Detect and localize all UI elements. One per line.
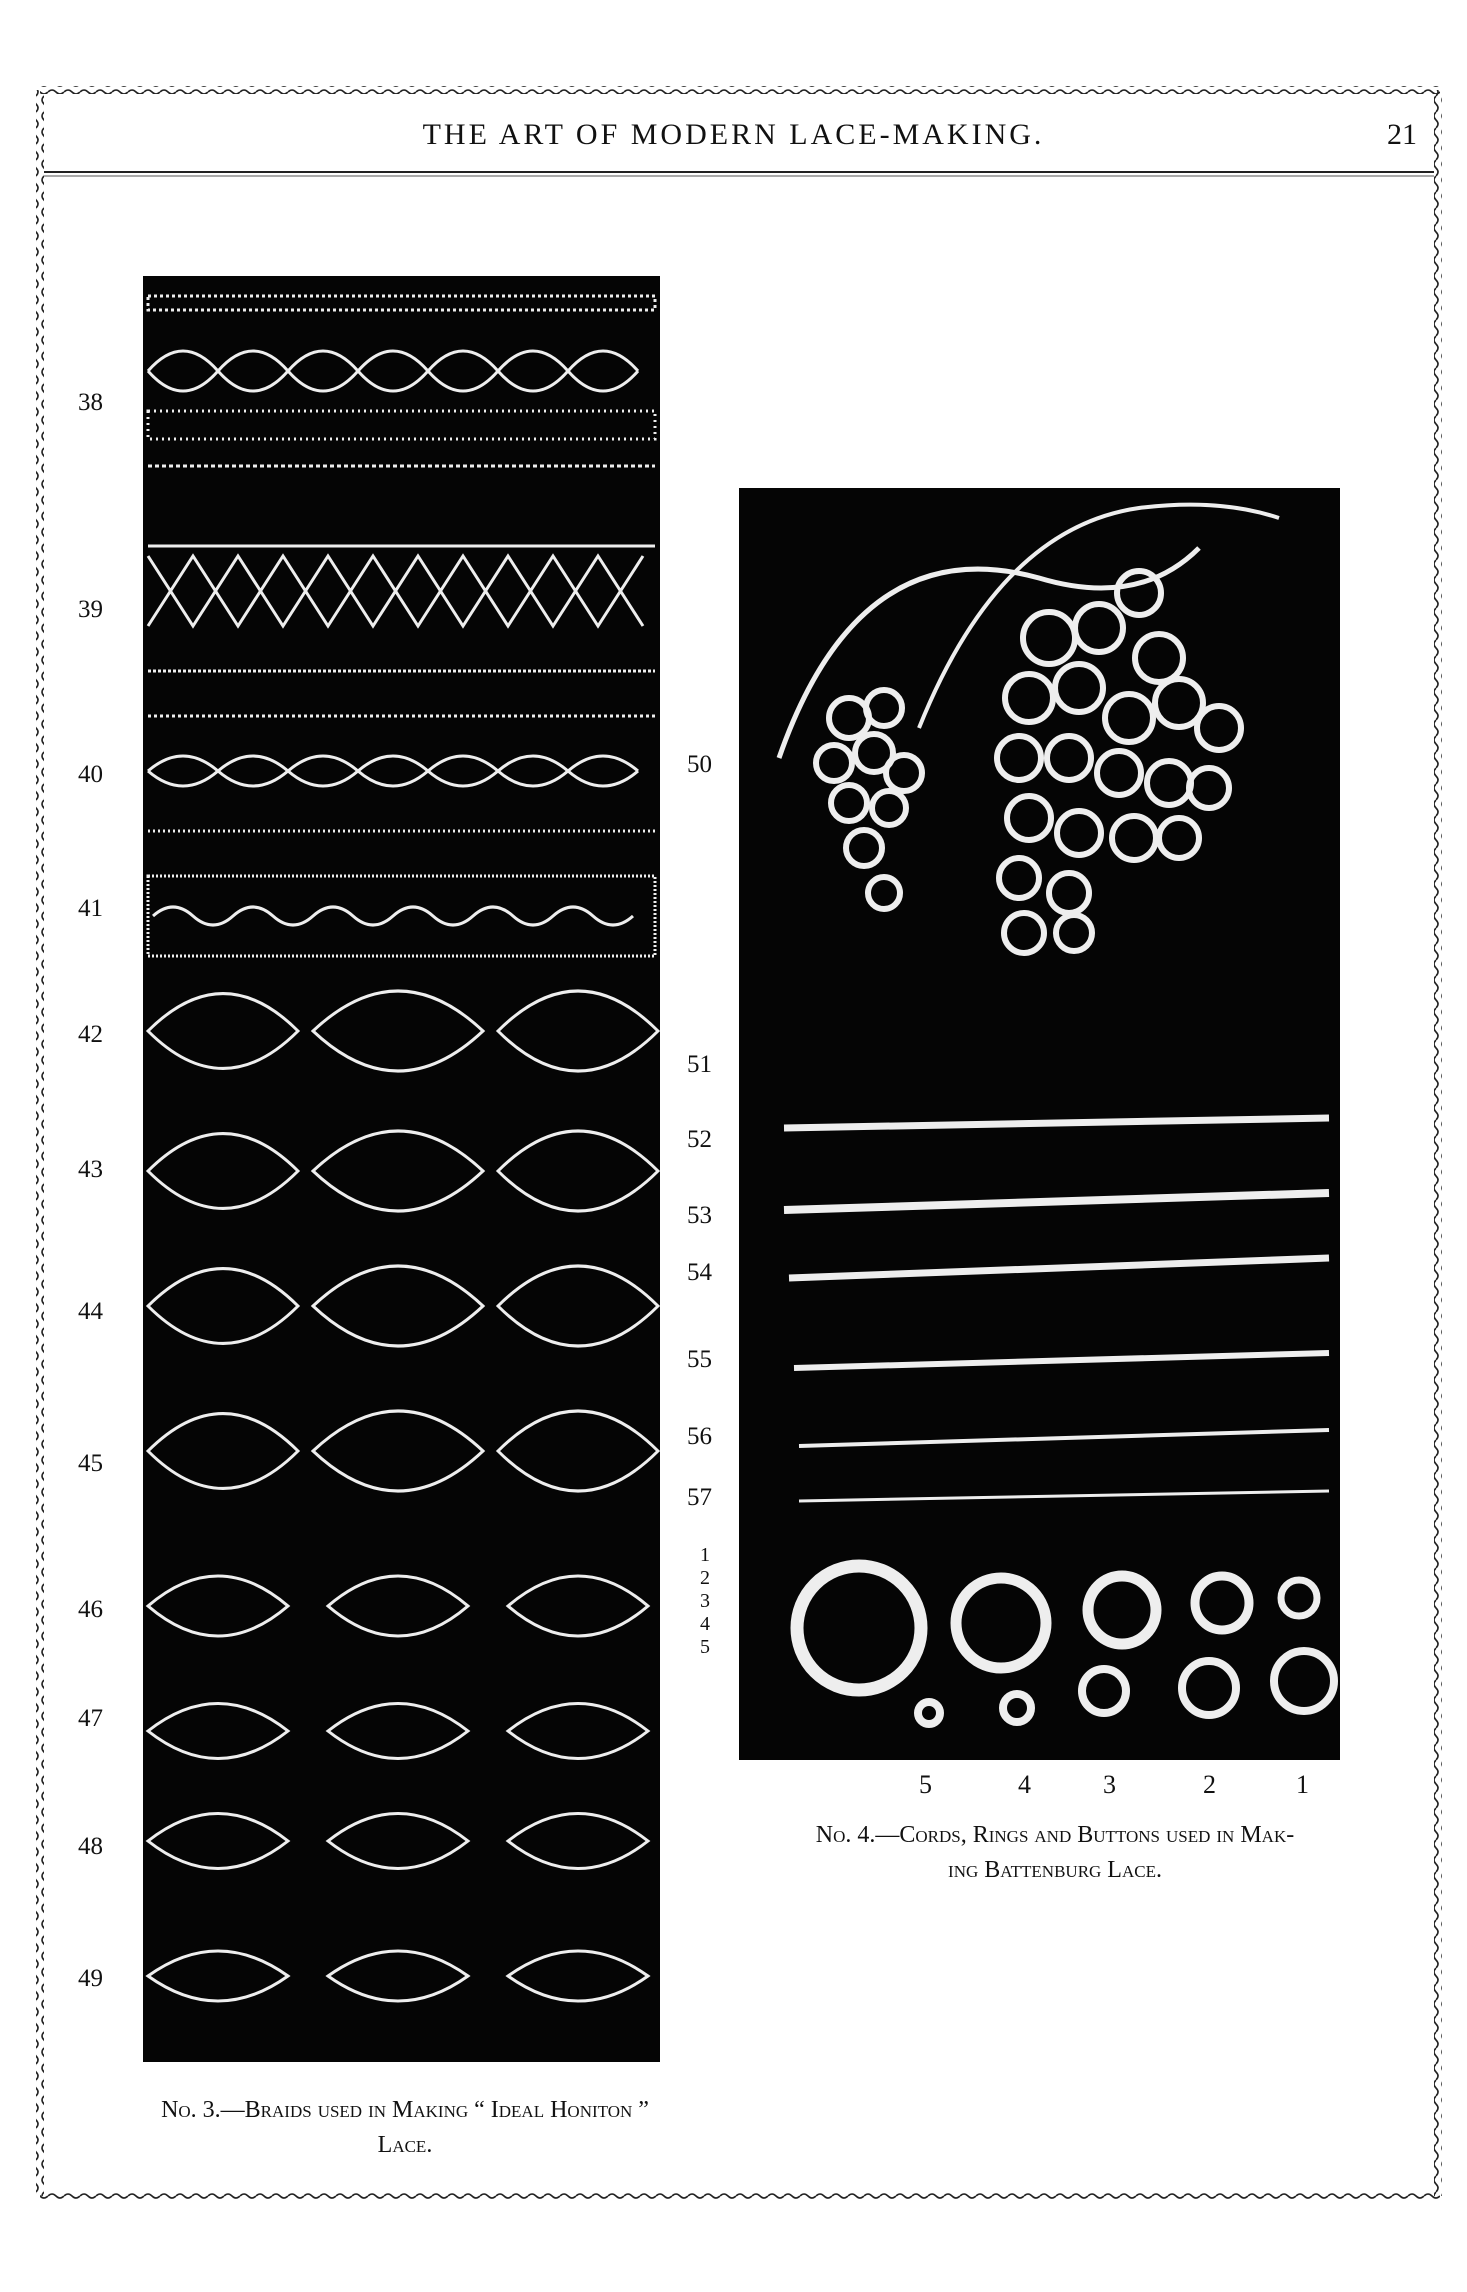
cord-number: 52 bbox=[687, 1126, 712, 1153]
braid-number: 45 bbox=[78, 1450, 103, 1477]
braid-number: 46 bbox=[78, 1596, 103, 1623]
cords-caption bbox=[735, 1818, 1375, 1888]
cords-illustration bbox=[739, 488, 1340, 1760]
button-size-label: 2 bbox=[1203, 1770, 1216, 1799]
cord-number: 55 bbox=[687, 1346, 712, 1373]
cord-number: 54 bbox=[687, 1259, 712, 1286]
ring-number: 5 bbox=[700, 1636, 710, 1658]
braids-caption-line-1: No. 3.—Braids used in Making “ Ideal Honiton ” bbox=[161, 2097, 649, 2123]
cords-caption-line-1: No. 4.—Cords, Rings and Buttons used in Mak- bbox=[815, 1822, 1295, 1848]
button-size-label: 1 bbox=[1296, 1770, 1309, 1799]
braid-number: 42 bbox=[78, 1021, 103, 1048]
page-number: 21 bbox=[1387, 118, 1417, 151]
ring-number: 4 bbox=[700, 1613, 710, 1635]
running-head-title: THE ART OF MODERN LACE-MAKING. bbox=[422, 118, 1045, 151]
braid-number: 41 bbox=[78, 895, 103, 922]
braids-caption bbox=[60, 2093, 750, 2163]
cord-number: 51 bbox=[687, 1051, 712, 1078]
braid-number: 40 bbox=[78, 761, 103, 788]
cord-number: 56 bbox=[687, 1423, 712, 1450]
braid-number: 44 bbox=[78, 1298, 103, 1325]
braids-illustration bbox=[143, 276, 660, 2062]
braid-number: 48 bbox=[78, 1833, 103, 1860]
cord-number: 53 bbox=[687, 1202, 712, 1229]
braid-number: 47 bbox=[78, 1705, 103, 1732]
button-size-label: 4 bbox=[1018, 1770, 1031, 1799]
braid-number: 39 bbox=[78, 596, 103, 623]
braid-number: 43 bbox=[78, 1156, 103, 1183]
cord-number: 50 bbox=[687, 751, 712, 778]
button-size-label: 3 bbox=[1103, 1770, 1116, 1799]
ring-number: 1 bbox=[700, 1544, 710, 1566]
button-size-label: 5 bbox=[919, 1770, 932, 1799]
cord-number: 57 bbox=[687, 1484, 712, 1511]
braid-number: 49 bbox=[78, 1965, 103, 1992]
ring-number: 2 bbox=[700, 1567, 710, 1589]
cords-caption-line-2: ing Battenburg Lace. bbox=[948, 1856, 1162, 1883]
braids-caption-line-2: Lace. bbox=[377, 2131, 433, 2158]
ring-number: 3 bbox=[700, 1590, 710, 1612]
braid-number: 38 bbox=[78, 389, 103, 416]
cords-figure bbox=[739, 488, 1340, 1760]
braids-figure bbox=[143, 276, 660, 2062]
